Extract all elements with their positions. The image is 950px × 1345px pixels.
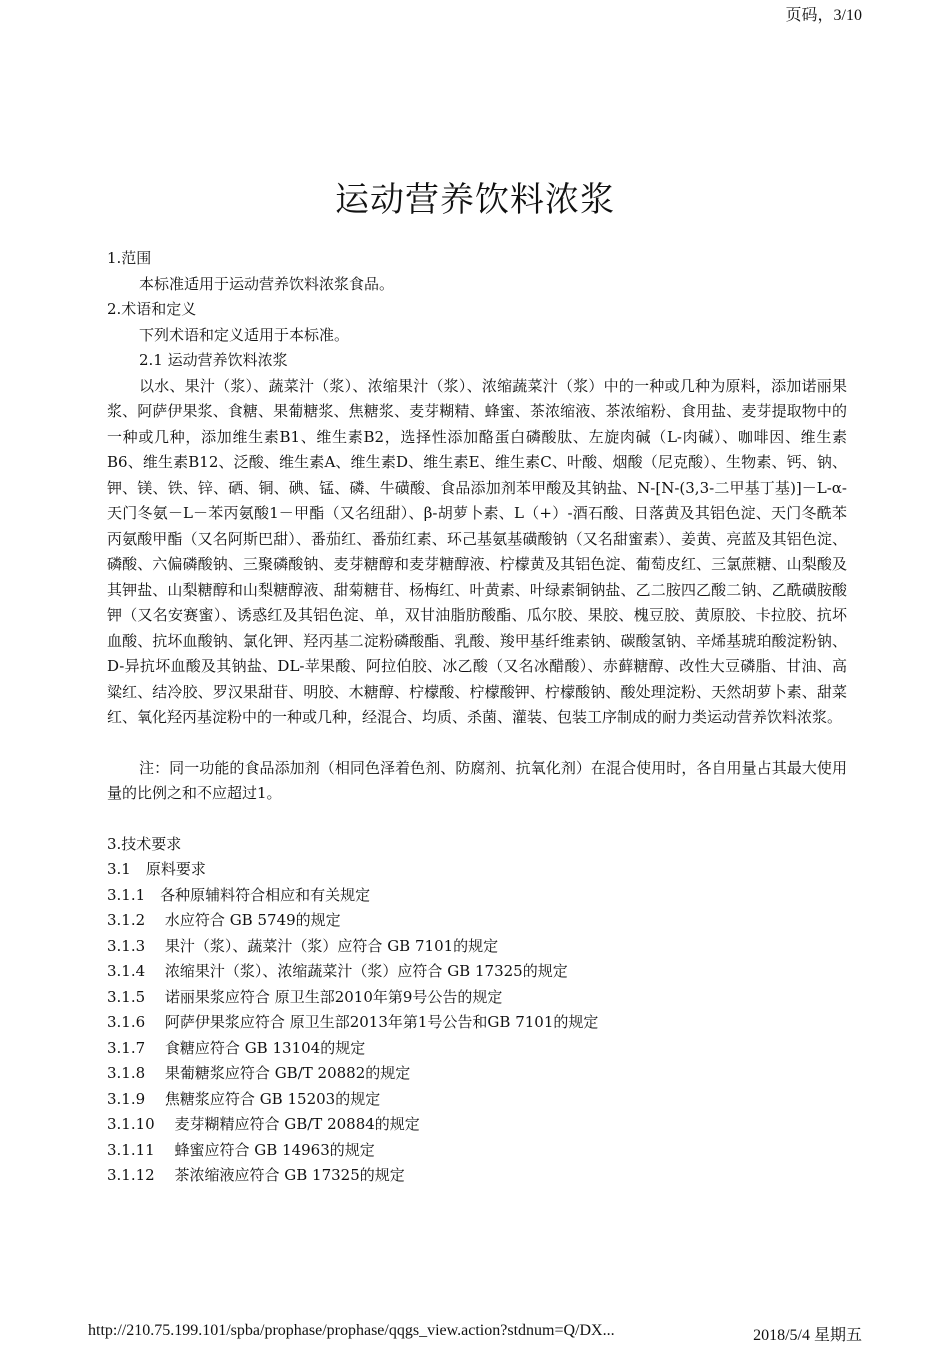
print-date: 2018/5/4 星期五 — [753, 1327, 862, 1344]
page-number: 页码，3/10 — [785, 7, 862, 24]
requirement-item: 3.1.11 蜂蜜应符合 GB 14963的规定 — [107, 1140, 375, 1159]
document-body — [107, 246, 847, 1189]
section-3-1-heading: 3.1 原料要求 — [107, 860, 206, 878]
requirement-item: 3.1.5 诺丽果浆应符合 原卫生部2010年第9号公告的规定 — [107, 987, 503, 1006]
requirement-item: 3.1.7 食糖应符合 GB 13104的规定 — [107, 1038, 366, 1057]
section-3-heading: 3.技术要求 — [107, 834, 182, 853]
requirement-item: 3.1.4 浓缩果汁（浆）、浓缩蔬菜汁（浆）应符合 GB 17325的规定 — [107, 962, 568, 980]
requirements-list — [107, 883, 847, 1189]
requirement-item: 3.1.2 水应符合 GB 5749的规定 — [107, 911, 341, 929]
requirement-item: 3.1.9 焦糖浆应符合 GB 15203的规定 — [107, 1089, 381, 1108]
requirement-item: 3.1.6 阿萨伊果浆应符合 原卫生部2013年第1号公告和GB 7101的规定 — [107, 1013, 599, 1031]
section-2-text: 下列术语和定义适用于本标准。 — [139, 325, 350, 344]
note-paragraph: 注：同一功能的食品添加剂（相同色泽着色剂、防腐剂、抗氧化剂）在混合使用时，各自用量占其最大使用量的比例之和不应超过1。 — [107, 758, 847, 802]
requirement-item: 3.1.1 各种原辅料符合相应和有关规定 — [107, 885, 371, 904]
section-2-heading: 2.术语和定义 — [107, 300, 197, 318]
source-url-link[interactable]: http://210.75.199.101/spba/prophase/prophase/qqgs_view.action?stdnum=Q/DX... — [88, 1322, 615, 1339]
section-1-text: 本标准适用于运动营养饮料浓浆食品。 — [139, 274, 395, 293]
requirement-item: 3.1.12 茶浓缩液应符合 GB 17325的规定 — [107, 1166, 405, 1184]
section-1-heading: 1.范围 — [107, 249, 152, 267]
requirement-item: 3.1.8 果葡糖浆应符合 GB/T 20882的规定 — [107, 1064, 411, 1082]
section-2-1-definition: 以水、果汁（浆）、蔬菜汁（浆）、浓缩果汁（浆）、浓缩蔬菜汁（浆）中的一种或几种为原料，添加诺丽果浆、阿萨伊果浆、食糖、果葡糖浆、焦糖浆、麦芽糊精、蜂蜜、茶浓缩液、茶浓缩粉、食用盐、麦芽提取物中的一种或几种，添加维生素B1、维生素B2，选择性添加酪蛋白磷酸肽、左旋肉碱（L-肉碱）、咖啡因、维生素B6、维生素B12、泛酸、维生素A、维生素D、维生素E、维生素C、叶酸、烟酸（尼克酸）、生物素、钙、钠、钾、镁、铁、锌、硒、铜、碘、锰、磷、牛磺酸、食品添加剂苯甲酸及其钠盐、N-[N-(3,3-二甲基丁基)]－L-α-天门冬氨－L－苯丙氨酸1－甲酯（又名纽甜）、β-胡萝卜素、L（+）-酒石酸、日落黄及其铝色淀、天门冬酰苯丙氨酸甲酯（又名阿斯巴甜）、番茄红、番茄红素、环己基氨基磺酸钠（又名甜蜜素）、姜黄、亮蓝及其铝色淀、磷酸、六偏磷酸钠、三聚磷酸钠、麦芽糖醇和麦芽糖醇液、柠檬黄及其铝色淀、葡萄皮红、三氯蔗糖、山梨酸及其钾盐、山梨糖醇和山梨糖醇液、甜菊糖苷、杨梅红、叶黄素、叶绿素铜钠盐、乙二胺四乙酸二钠、乙酰磺胺酸钾（又名安赛蜜）、诱惑红及其铝色淀、单，双甘油脂肪酸酯、瓜尔胶、果胶、槐豆胶、黄原胶、卡拉胶、抗坏血酸、抗坏血酸钠、氯化钾、羟丙基二淀粉磷酸酯、乳酸、羧甲基纤维素钠、碳酸氢钠、辛烯基琥珀酸淀粉钠、D-异抗坏血酸及其钠盐、DL-苹果酸、阿拉伯胶、冰乙酸（又名冰醋酸）、赤藓糖醇、改性大豆磷脂、甘油、高粱红、结冷胶、罗汉果甜苷、明胶、木糖醇、柠檬酸、柠檬酸钾、柠檬酸钠、酸处理淀粉、天然胡萝卜素、甜菜红、氧化羟丙基淀粉中的一种或几种，经混合、均质、杀菌、灌装、包装工序制成的耐力类运动营养饮料浓浆。 — [107, 376, 847, 726]
requirement-item: 3.1.3 果汁（浆）、蔬菜汁（浆）应符合 GB 7101的规定 — [107, 936, 499, 955]
document-title: 运动营养饮料浓浆 — [335, 180, 615, 220]
requirement-item: 3.1.10 麦芽糊精应符合 GB/T 20884的规定 — [107, 1115, 420, 1133]
section-2-1-heading: 2.1 运动营养饮料浓浆 — [139, 351, 288, 369]
